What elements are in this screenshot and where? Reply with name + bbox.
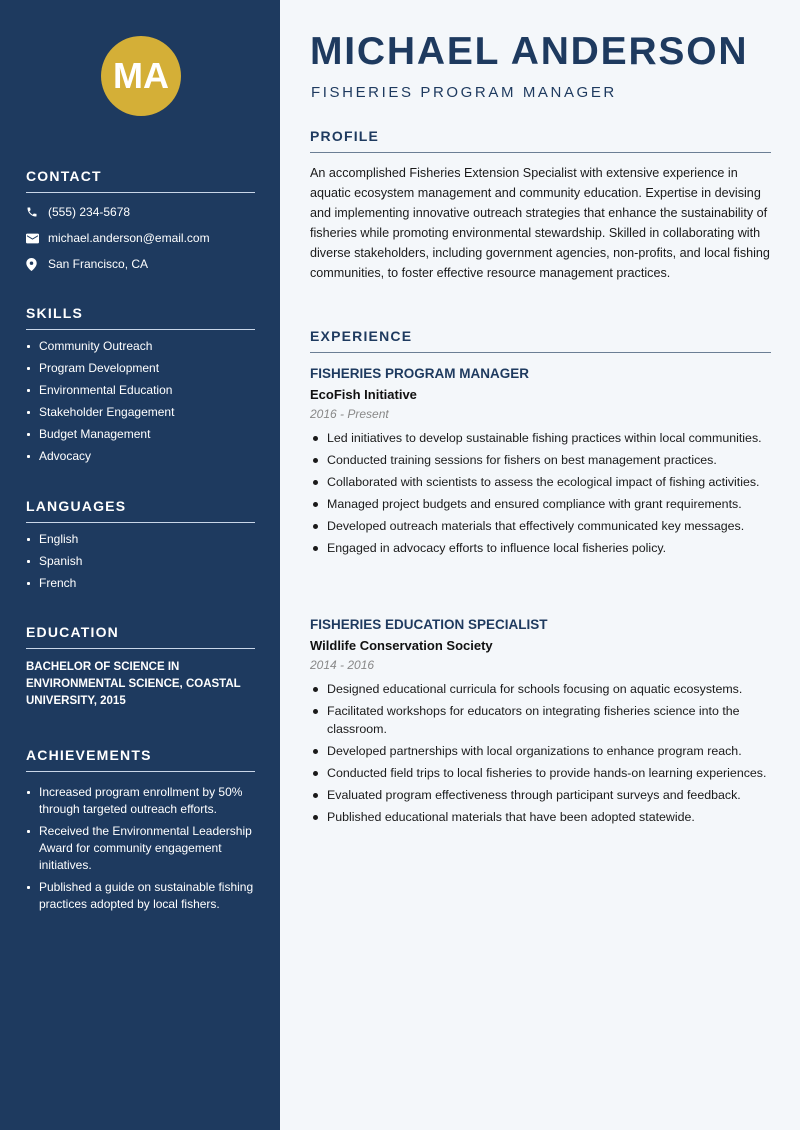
education-heading: EDUCATION <box>26 624 255 649</box>
job-bullets <box>310 680 771 826</box>
job-bullet: Evaluated program effectiveness through participant surveys and feedback. <box>310 786 771 804</box>
job-bullet: Collaborated with scientists to assess the ecological impact of fishing activities. <box>310 473 771 491</box>
main-content <box>280 0 800 1130</box>
contact-heading: CONTACT <box>26 168 255 193</box>
language-item: English <box>26 531 255 548</box>
job-bullet: Developed outreach materials that effectively communicated key messages. <box>310 517 771 535</box>
language-item: Spanish <box>26 553 255 570</box>
achievements-list <box>26 784 255 913</box>
email-text[interactable]: michael.anderson@email.com <box>48 231 210 245</box>
achievement-item: Received the Environmental Leadership Award for community engagement initiatives. <box>26 823 255 874</box>
candidate-role: FISHERIES PROGRAM MANAGER <box>311 84 617 101</box>
contact-phone <box>26 199 255 225</box>
sidebar <box>0 0 280 1130</box>
job-bullet: Engaged in advocacy efforts to influence local fisheries policy. <box>310 539 771 557</box>
skill-item: Program Development <box>26 360 255 377</box>
job-bullet: Conducted training sessions for fishers on best management practices. <box>310 451 771 469</box>
profile-text: An accomplished Fisheries Extension Specialist with extensive experience in aquatic ecosystem management and community education. Expertise in devising and implementing innovative outreach strategies that enhance the sustainability of fisheries while promoting environmental stewardship. Skilled in collaborating with diverse stakeholders, including government agencies, non-profits, and local fishing communities, to foster effective resource management practices. <box>310 166 770 280</box>
job-org: EcoFish Initiative <box>310 387 417 402</box>
email-icon <box>26 233 48 244</box>
job-dates: 2014 - 2016 <box>310 658 375 672</box>
skills-list <box>26 338 255 465</box>
skills-heading: SKILLS <box>26 305 255 330</box>
profile-section <box>310 128 771 283</box>
job-entry <box>310 617 771 830</box>
job-bullet: Managed project budgets and ensured compliance with grant requirements. <box>310 495 771 513</box>
contact-email <box>26 225 255 251</box>
languages-heading: LANGUAGES <box>26 498 255 523</box>
candidate-name: MICHAEL ANDERSON <box>310 30 749 73</box>
location-text: San Francisco, CA <box>48 257 149 271</box>
job-bullet: Designed educational curricula for schools focusing on aquatic ecosystems. <box>310 680 771 698</box>
avatar: MA <box>101 36 181 116</box>
education-degree: BACHELOR OF SCIENCE IN ENVIRONMENTAL SCIENCE, COASTAL UNIVERSITY, 2015 <box>26 661 241 707</box>
contact-section <box>26 168 255 277</box>
location-pin-icon <box>26 258 48 271</box>
contact-location <box>26 251 255 277</box>
skills-section <box>26 305 255 470</box>
languages-section <box>26 498 255 597</box>
job-bullet: Developed partnerships with local organizations to enhance program reach. <box>310 742 771 760</box>
skill-item: Environmental Education <box>26 382 255 399</box>
skill-item: Advocacy <box>26 448 255 465</box>
phone-icon <box>26 206 48 218</box>
job-bullet: Conducted field trips to local fisheries to provide hands-on learning experiences. <box>310 764 771 782</box>
education-section <box>26 624 255 710</box>
experience-section <box>310 328 771 353</box>
job-dates: 2016 - Present <box>310 407 389 421</box>
job-title: FISHERIES PROGRAM MANAGER <box>310 366 530 381</box>
experience-heading: EXPERIENCE <box>310 328 771 353</box>
phone-text: (555) 234-5678 <box>48 205 131 219</box>
job-title: FISHERIES EDUCATION SPECIALIST <box>310 617 548 632</box>
language-item: French <box>26 575 255 592</box>
skill-item: Community Outreach <box>26 338 255 355</box>
job-entry <box>310 366 771 561</box>
job-bullet: Facilitated workshops for educators on integrating fisheries science into the classroom. <box>310 702 771 738</box>
achievements-section <box>26 747 255 918</box>
achievements-heading: ACHIEVEMENTS <box>26 747 255 772</box>
job-org: Wildlife Conservation Society <box>310 638 493 653</box>
skill-item: Stakeholder Engagement <box>26 404 255 421</box>
achievement-item: Increased program enrollment by 50% through targeted outreach efforts. <box>26 784 255 818</box>
job-bullet: Published educational materials that have been adopted statewide. <box>310 808 771 826</box>
languages-list <box>26 531 255 592</box>
job-bullets <box>310 429 771 557</box>
skill-item: Budget Management <box>26 426 255 443</box>
achievement-item: Published a guide on sustainable fishing practices adopted by local fishers. <box>26 879 255 913</box>
job-bullet: Led initiatives to develop sustainable fishing practices within local communities. <box>310 429 771 447</box>
profile-heading: PROFILE <box>310 128 771 153</box>
